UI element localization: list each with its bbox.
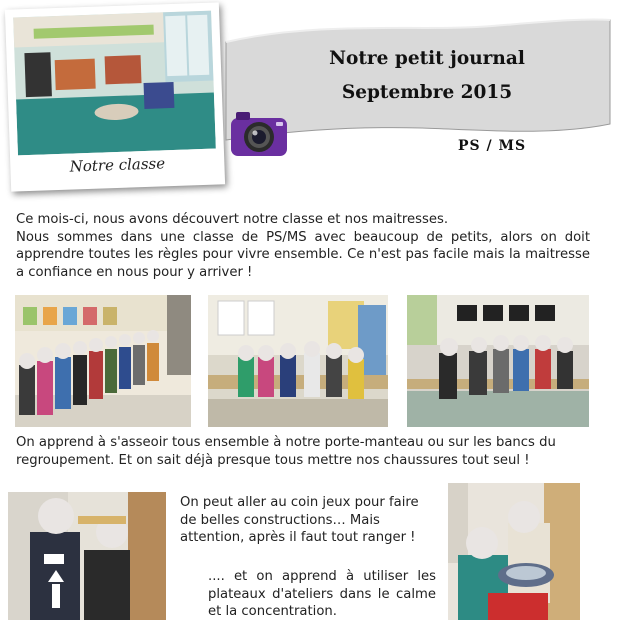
middle-paragraph: On apprend à s'asseoir tous ensemble à notre porte-manteau ou sur les bancs du regroupement. Et on sait déjà presque tous mettre nos chaussures tout seul ! (16, 435, 556, 468)
polaroid-caption: Notre classe (69, 154, 166, 176)
journal-title: Notre petit journal (329, 48, 525, 69)
games-corner-photo (8, 492, 166, 620)
benches-photo-1 (208, 295, 388, 427)
journal-date: Septembre 2015 (341, 82, 513, 103)
intro-line-1: Ce mois-ci, nous avons découvert notre classe et nos maitresses. (16, 212, 449, 227)
classroom-photo (13, 11, 216, 156)
class-level: PS / MS (458, 138, 527, 154)
workshop-text (208, 568, 436, 621)
middle-text (16, 434, 594, 469)
games-text (180, 494, 436, 547)
camera-icon (228, 108, 290, 160)
coat-rack-photo (15, 295, 191, 427)
benches-photo-2 (407, 295, 589, 427)
workshop-tray-photo (448, 483, 580, 620)
polaroid-photo (5, 2, 225, 191)
intro-text (16, 211, 590, 281)
intro-line-2: Nous sommes dans une classe de PS/MS avec beaucoup de petits, alors on doit apprendre toutes les règles pour vivre ensemble. Ce n'est pas facile mais la maitresse a confiance en nous pour y arriver ! (16, 229, 590, 280)
workshop-paragraph: .... et on apprend à utiliser les plateaux d'ateliers dans le calme et la concentration. (208, 569, 436, 619)
games-paragraph: On peut aller au coin jeux pour faire de belles constructions… Mais attention, après il faut tout ranger ! (180, 495, 419, 545)
